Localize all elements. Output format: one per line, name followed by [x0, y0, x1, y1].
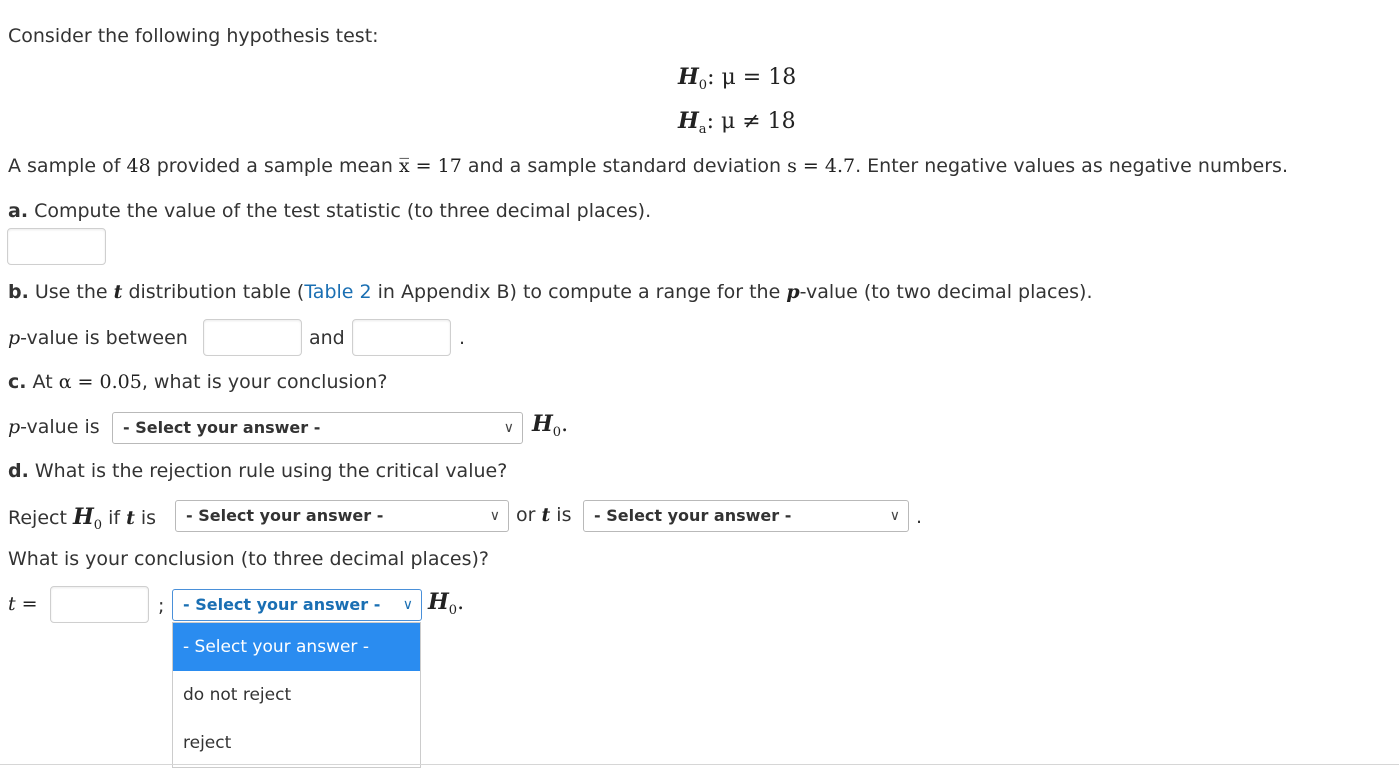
p-value-is-label [8, 416, 100, 438]
is-text: is [134, 507, 157, 529]
p-value-range-label [8, 327, 188, 349]
dropdown-option-placeholder[interactable]: - Select your answer - [173, 623, 420, 671]
rejection-rule-select-2[interactable] [583, 500, 909, 532]
sample-text-4: . Enter negative values as negative numbers. [855, 155, 1288, 177]
sample-mean: x̅ = 17 [398, 155, 462, 177]
p-value-conclusion-select-value: - Select your answer - [123, 418, 321, 437]
table-2-link[interactable]: Table 2 [304, 281, 372, 303]
h0-subscript: 0 [698, 78, 708, 93]
chevron-down-icon: ∨ [402, 597, 413, 613]
conclusion-h0-symbol: H [428, 589, 449, 615]
alternative-hypothesis [678, 108, 796, 137]
or-t-is-label [516, 504, 571, 526]
part-b-p: p [786, 281, 800, 303]
p-value-lower-input[interactable] [203, 319, 302, 356]
sample-text-1: A sample of [8, 155, 127, 177]
p-value-is-p: p [8, 416, 21, 438]
part-b-text-3: in Appendix B) to compute a range for the [371, 281, 787, 303]
part-b-t: t [113, 281, 123, 303]
conclusion-dropdown-menu [172, 622, 421, 768]
conclusion-h0-subscript: 0 [448, 603, 458, 618]
part-d-text: What is the rejection rule using the critical value? [28, 460, 508, 482]
conclusion-period: . [457, 590, 465, 615]
intro-text: Consider the following hypothesis test: [8, 25, 379, 47]
final-conclusion-select-value: - Select your answer - [183, 595, 381, 614]
or-text: or [516, 504, 542, 526]
part-c-text-1: At [26, 371, 59, 393]
test-statistic-input[interactable] [7, 228, 106, 265]
part-c-h0-symbol: H [532, 411, 553, 437]
p-value-upper-input[interactable] [352, 319, 451, 356]
part-d-question [8, 460, 507, 482]
chevron-down-icon: ∨ [489, 508, 500, 524]
rule-h0-symbol: H [72, 504, 94, 530]
h0-symbol: H [678, 64, 699, 90]
part-c-label: c. [8, 371, 27, 393]
part-b-text-2: distribution table ( [122, 281, 305, 303]
rejection-rule-select-2-value: - Select your answer - [594, 506, 792, 525]
part-b-label: b. [8, 281, 29, 303]
part-c-text-2: , what is your conclusion? [141, 371, 388, 393]
p-value-between: -value is between [20, 327, 188, 349]
ha-symbol: H [678, 108, 699, 134]
is-text-2: is [550, 504, 572, 526]
part-a-label: a. [8, 200, 29, 222]
rejection-rule-select-1[interactable] [175, 500, 509, 532]
null-hypothesis [678, 64, 797, 93]
part-a-text: Compute the value of the test statistic (to three decimal places). [28, 200, 652, 222]
bottom-divider [0, 764, 1399, 765]
part-d-label: d. [8, 460, 29, 482]
p-value-conclusion-select[interactable] [112, 412, 523, 444]
dropdown-option-reject[interactable]: reject [183, 733, 232, 753]
reject-text: Reject [8, 507, 73, 529]
conclusion-question: What is your conclusion (to three decimal places)? [8, 548, 489, 570]
ha-relation: : μ ≠ 18 [706, 109, 796, 134]
part-b-text-1: Use the [28, 281, 114, 303]
part-b-text-4: -value (to two decimal places). [799, 281, 1093, 303]
rejection-rule-select-1-value: - Select your answer - [186, 506, 384, 525]
part-c-h0 [532, 411, 569, 440]
sample-description [8, 155, 1288, 177]
h0-relation: : μ = 18 [707, 65, 797, 90]
sample-text-2: provided a sample mean [150, 155, 399, 177]
rule-t: t [126, 507, 135, 529]
sample-sd: s = 4.7 [787, 155, 856, 177]
part-c-period: . [561, 412, 569, 437]
chevron-down-icon: ∨ [889, 508, 900, 524]
chevron-down-icon: ∨ [503, 420, 514, 436]
rule-t-2: t [541, 504, 551, 526]
p-value-p: p [8, 327, 21, 349]
rule-period: . [916, 506, 923, 528]
semicolon: ; [158, 595, 165, 617]
t-value-input[interactable] [50, 586, 149, 623]
sample-size: 48 [126, 155, 151, 177]
range-period: . [459, 327, 466, 349]
alpha-value: α = 0.05 [58, 371, 142, 393]
rejection-rule-label [8, 504, 157, 533]
and-text: and [309, 327, 345, 349]
sample-text-3: and a sample standard deviation [461, 155, 788, 177]
dropdown-option-do-not-reject[interactable]: do not reject [183, 685, 292, 705]
p-value-is-text: -value is [20, 416, 100, 438]
if-text: if [102, 507, 127, 529]
part-b-question [8, 281, 1093, 303]
final-conclusion-select[interactable] [172, 589, 422, 621]
ha-subscript: a [698, 122, 707, 137]
rule-h0-subscript: 0 [93, 518, 103, 533]
part-a-question [8, 200, 651, 222]
part-c-question [8, 371, 387, 393]
conclusion-h0 [428, 589, 465, 618]
t-equals-label: t = [8, 593, 38, 615]
part-c-h0-subscript: 0 [552, 425, 562, 440]
